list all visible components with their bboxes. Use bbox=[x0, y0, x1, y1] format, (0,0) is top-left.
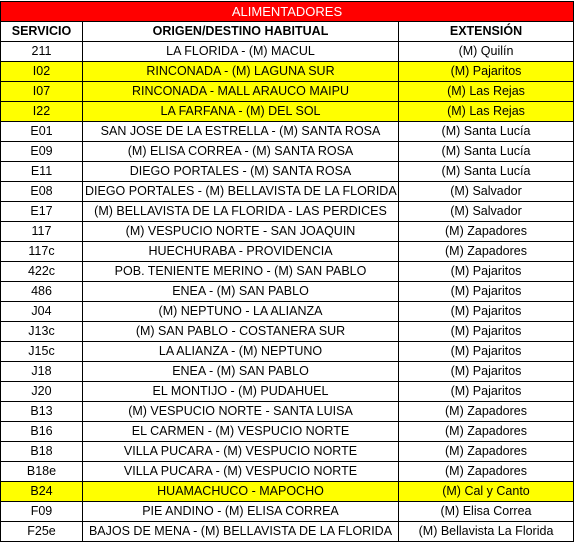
alimentadores-table bbox=[0, 1, 574, 542]
cell-origen-destino: HUECHURABA - PROVIDENCIA bbox=[83, 242, 399, 262]
cell-extension: (M) Santa Lucía bbox=[399, 142, 574, 162]
cell-origen-destino: LA ALIANZA - (M) NEPTUNO bbox=[83, 342, 399, 362]
cell-origen-destino: DIEGO PORTALES - (M) SANTA ROSA bbox=[83, 162, 399, 182]
cell-servicio: I02 bbox=[1, 62, 83, 82]
table-row bbox=[1, 442, 574, 462]
cell-extension: (M) Zapadores bbox=[399, 242, 574, 262]
table-row bbox=[1, 302, 574, 322]
table-row bbox=[1, 462, 574, 482]
cell-origen-destino: DIEGO PORTALES - (M) BELLAVISTA DE LA FLORIDA bbox=[83, 182, 399, 202]
cell-extension: (M) Pajaritos bbox=[399, 382, 574, 402]
header-origen-destino: ORIGEN/DESTINO HABITUAL bbox=[83, 22, 399, 42]
cell-servicio: E01 bbox=[1, 122, 83, 142]
cell-servicio: E17 bbox=[1, 202, 83, 222]
cell-servicio: J15c bbox=[1, 342, 83, 362]
table-row bbox=[1, 482, 574, 502]
cell-extension: (M) Quilín bbox=[399, 42, 574, 62]
cell-origen-destino: (M) ELISA CORREA - (M) SANTA ROSA bbox=[83, 142, 399, 162]
cell-origen-destino: (M) VESPUCIO NORTE - SAN JOAQUIN bbox=[83, 222, 399, 242]
header-extension: EXTENSIÓN bbox=[399, 22, 574, 42]
table-row bbox=[1, 282, 574, 302]
table-row bbox=[1, 82, 574, 102]
cell-extension: (M) Zapadores bbox=[399, 402, 574, 422]
table-row bbox=[1, 142, 574, 162]
cell-origen-destino: PIE ANDINO - (M) ELISA CORREA bbox=[83, 502, 399, 522]
cell-servicio: F09 bbox=[1, 502, 83, 522]
cell-servicio: 486 bbox=[1, 282, 83, 302]
cell-extension: (M) Pajaritos bbox=[399, 262, 574, 282]
cell-origen-destino: RINCONADA - MALL ARAUCO MAIPU bbox=[83, 82, 399, 102]
cell-servicio: 422c bbox=[1, 262, 83, 282]
table-row bbox=[1, 42, 574, 62]
table-row bbox=[1, 422, 574, 442]
cell-extension: (M) Zapadores bbox=[399, 222, 574, 242]
cell-origen-destino: VILLA PUCARA - (M) VESPUCIO NORTE bbox=[83, 462, 399, 482]
cell-servicio: J13c bbox=[1, 322, 83, 342]
cell-origen-destino: ENEA - (M) SAN PABLO bbox=[83, 362, 399, 382]
cell-extension: (M) Pajaritos bbox=[399, 322, 574, 342]
cell-origen-destino: ENEA - (M) SAN PABLO bbox=[83, 282, 399, 302]
cell-servicio: B13 bbox=[1, 402, 83, 422]
cell-servicio: E08 bbox=[1, 182, 83, 202]
cell-servicio: B24 bbox=[1, 482, 83, 502]
table-row bbox=[1, 322, 574, 342]
cell-extension: (M) Zapadores bbox=[399, 442, 574, 462]
cell-extension: (M) Pajaritos bbox=[399, 342, 574, 362]
cell-origen-destino: SAN JOSE DE LA ESTRELLA - (M) SANTA ROSA bbox=[83, 122, 399, 142]
cell-origen-destino: EL MONTIJO - (M) PUDAHUEL bbox=[83, 382, 399, 402]
cell-servicio: E11 bbox=[1, 162, 83, 182]
cell-servicio: B16 bbox=[1, 422, 83, 442]
cell-extension: (M) Pajaritos bbox=[399, 302, 574, 322]
table-title: ALIMENTADORES bbox=[1, 2, 574, 22]
table-row bbox=[1, 242, 574, 262]
cell-extension: (M) Bellavista La Florida bbox=[399, 522, 574, 542]
cell-origen-destino: LA FLORIDA - (M) MACUL bbox=[83, 42, 399, 62]
cell-extension: (M) Las Rejas bbox=[399, 102, 574, 122]
cell-origen-destino: (M) NEPTUNO - LA ALIANZA bbox=[83, 302, 399, 322]
cell-servicio: J04 bbox=[1, 302, 83, 322]
table-row bbox=[1, 502, 574, 522]
cell-extension: (M) Santa Lucía bbox=[399, 162, 574, 182]
table-row bbox=[1, 62, 574, 82]
cell-servicio: I22 bbox=[1, 102, 83, 122]
cell-servicio: F25e bbox=[1, 522, 83, 542]
table-row bbox=[1, 122, 574, 142]
cell-origen-destino: (M) SAN PABLO - COSTANERA SUR bbox=[83, 322, 399, 342]
cell-extension: (M) Elisa Correa bbox=[399, 502, 574, 522]
cell-servicio: B18 bbox=[1, 442, 83, 462]
cell-origen-destino: HUAMACHUCO - MAPOCHO bbox=[83, 482, 399, 502]
table-row bbox=[1, 102, 574, 122]
cell-extension: (M) Salvador bbox=[399, 182, 574, 202]
cell-extension: (M) Pajaritos bbox=[399, 282, 574, 302]
cell-origen-destino: BAJOS DE MENA - (M) BELLAVISTA DE LA FLORIDA bbox=[83, 522, 399, 542]
table-row bbox=[1, 182, 574, 202]
cell-servicio: J20 bbox=[1, 382, 83, 402]
table-row bbox=[1, 162, 574, 182]
table-row bbox=[1, 262, 574, 282]
header-row bbox=[1, 22, 574, 42]
cell-origen-destino: LA FARFANA - (M) DEL SOL bbox=[83, 102, 399, 122]
cell-servicio: 117 bbox=[1, 222, 83, 242]
cell-extension: (M) Santa Lucía bbox=[399, 122, 574, 142]
cell-origen-destino: EL CARMEN - (M) VESPUCIO NORTE bbox=[83, 422, 399, 442]
cell-origen-destino: (M) BELLAVISTA DE LA FLORIDA - LAS PERDICES bbox=[83, 202, 399, 222]
table-row bbox=[1, 202, 574, 222]
header-servicio: SERVICIO bbox=[1, 22, 83, 42]
table-row bbox=[1, 342, 574, 362]
cell-extension: (M) Pajaritos bbox=[399, 62, 574, 82]
cell-origen-destino: VILLA PUCARA - (M) VESPUCIO NORTE bbox=[83, 442, 399, 462]
cell-origen-destino: RINCONADA - (M) LAGUNA SUR bbox=[83, 62, 399, 82]
table-body bbox=[1, 2, 574, 542]
cell-origen-destino: POB. TENIENTE MERINO - (M) SAN PABLO bbox=[83, 262, 399, 282]
table-row bbox=[1, 382, 574, 402]
table-title-row bbox=[1, 2, 574, 22]
cell-servicio: B18e bbox=[1, 462, 83, 482]
table-row bbox=[1, 522, 574, 542]
table-row bbox=[1, 362, 574, 382]
cell-extension: (M) Cal y Canto bbox=[399, 482, 574, 502]
cell-extension: (M) Salvador bbox=[399, 202, 574, 222]
table-row bbox=[1, 222, 574, 242]
cell-servicio: J18 bbox=[1, 362, 83, 382]
table-row bbox=[1, 402, 574, 422]
cell-servicio: 117c bbox=[1, 242, 83, 262]
cell-extension: (M) Pajaritos bbox=[399, 362, 574, 382]
cell-extension: (M) Las Rejas bbox=[399, 82, 574, 102]
cell-origen-destino: (M) VESPUCIO NORTE - SANTA LUISA bbox=[83, 402, 399, 422]
cell-servicio: 211 bbox=[1, 42, 83, 62]
cell-servicio: I07 bbox=[1, 82, 83, 102]
cell-extension: (M) Zapadores bbox=[399, 462, 574, 482]
cell-servicio: E09 bbox=[1, 142, 83, 162]
cell-extension: (M) Zapadores bbox=[399, 422, 574, 442]
